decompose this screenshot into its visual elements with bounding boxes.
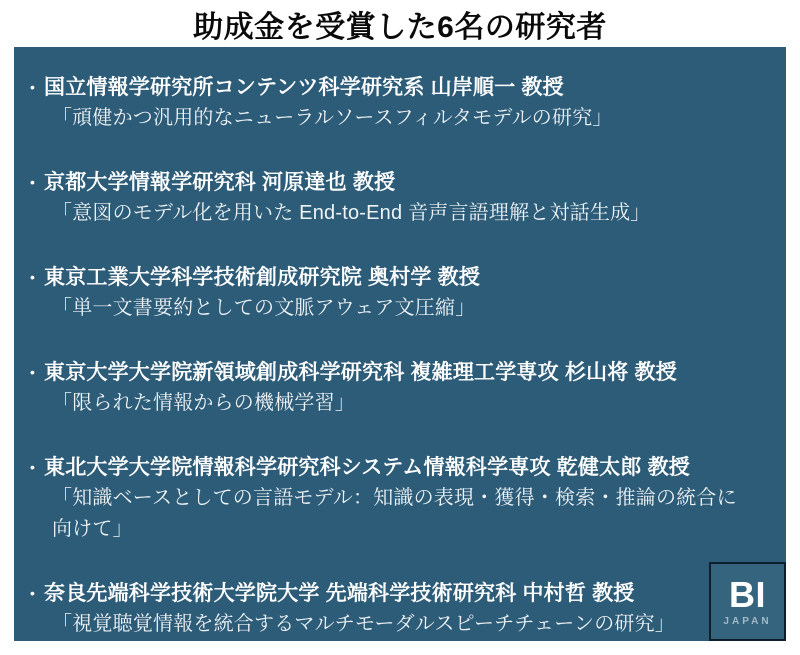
research-title: 「単一文書要約としての文脈アウェア文圧縮」 [52,297,476,319]
researchers-panel [14,47,786,641]
research-title: 「知識ベースとしての言語モデル：知識の表現・獲得・検索・推論の統合に向けて」 [52,487,737,540]
researcher-item [14,573,786,640]
research-title: 「限られた情報からの機械学習」 [52,392,355,414]
researcher-heading-row [14,357,786,388]
researcher-heading: 東京工業大学科学技術創成研究院 奥村学 教授 [44,266,481,289]
research-title: 「意図のモデル化を用いた End-to-End 音声言語理解と対話生成」 [52,202,651,224]
researcher-heading: 東北大学大学院情報科学研究科システム情報科学専攻 乾健太郎 教授 [44,456,690,479]
bullet-icon: • [30,174,35,190]
logo-japan-text: JAPAN [723,615,772,627]
bullet-icon: • [30,79,35,95]
researcher-heading-row [14,452,786,483]
researcher-item [14,357,786,419]
researcher-heading: 東京大学大学院新領域創成科学研究科 複雑理工学専攻 杉山将 教授 [44,361,677,384]
bullet-icon: • [30,459,35,475]
bullet-icon: • [30,585,35,601]
researcher-item [14,72,786,134]
logo-bi-text: BI [729,573,766,615]
researcher-item [14,262,786,324]
researcher-heading-row [14,578,786,609]
researcher-heading-row [14,72,786,103]
bullet-icon: • [30,364,35,380]
researcher-heading: 国立情報学研究所コンテンツ科学研究系 山岸順一 教授 [44,76,564,99]
research-title: 「視覚聴覚情報を統合するマルチモーダルスピーチチェーンの研究」 [52,613,675,635]
research-title: 「頑健かつ汎用的なニューラルソースフィルタモデルの研究」 [52,107,613,129]
bi-japan-logo [709,562,786,641]
researcher-heading-row [14,167,786,198]
researcher-item [14,167,786,229]
researcher-heading: 京都大学情報学研究科 河原達也 教授 [44,171,396,194]
researcher-item [14,452,786,545]
page-title: 助成金を受賞した6名の研究者 [193,10,607,44]
researcher-heading-row [14,262,786,293]
researcher-heading: 奈良先端科学技術大学院大学 先端科学技術研究科 中村哲 教授 [44,582,635,605]
bullet-icon: • [30,269,35,285]
